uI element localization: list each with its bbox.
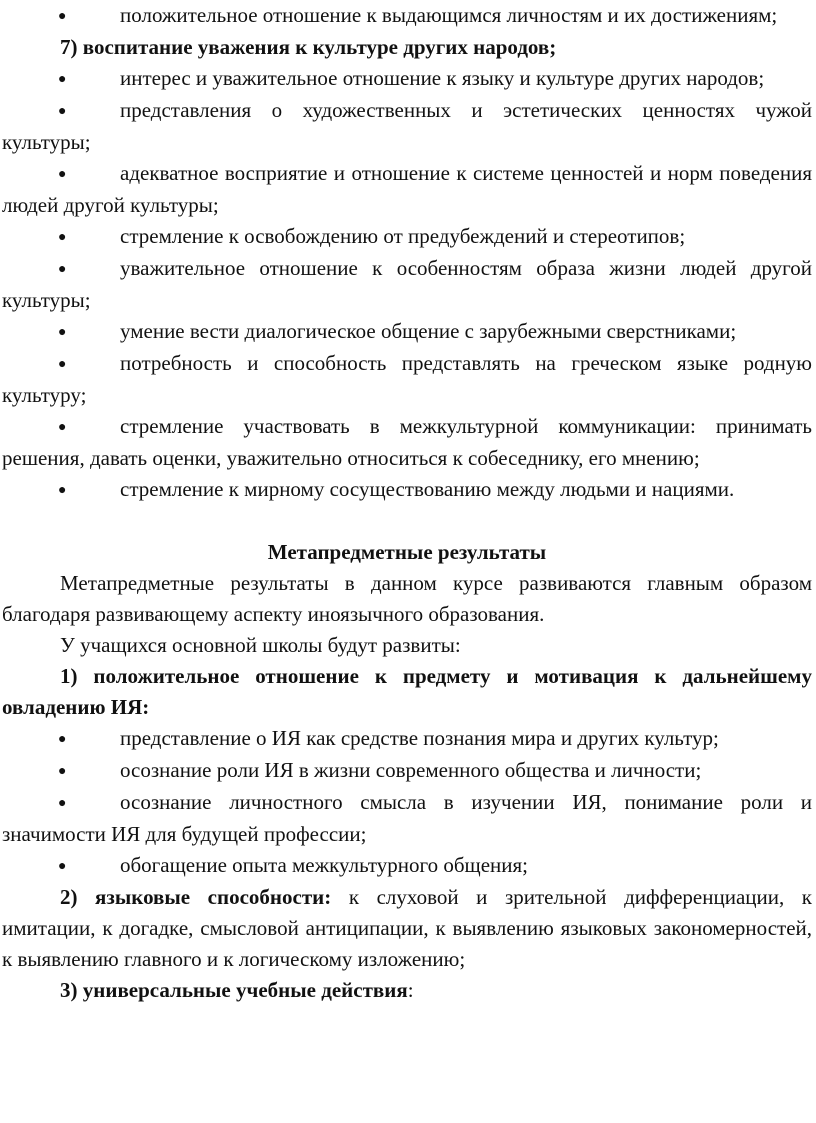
bullet-icon: ● (58, 732, 67, 747)
bullet-icon: ● (58, 72, 67, 87)
list-item: ● адекватное восприятие и отношение к системе ценностей и норм поведения людей другой культуры; (2, 161, 812, 217)
section-heading-1: 1) положительное отношение к предмету и мотивация к дальнейшему овладению ИЯ: (2, 664, 812, 719)
list-item: ● стремление к освобождению от предубеждений и стереотипов; (2, 221, 812, 253)
list-item: ● потребность и способность представлять на греческом языке родную культуру; (2, 351, 812, 407)
bullet-icon: ● (58, 357, 67, 372)
bullet-icon: ● (58, 483, 67, 498)
list-item: ● обогащение опыта межкультурного общения; (2, 850, 812, 882)
paragraph: У учащихся основной школы будут развиты: (60, 633, 461, 657)
paragraph: Метапредметные результаты в данном курсе развиваются главным образом благодаря развивающему аспекту иноязычного образования. (2, 571, 812, 626)
section-heading-2: 2) языковые способности: к слуховой и зрительной дифференциации, к имитации, к догадке, смысловой антиципации, к выявлению языковых закономерностей, к выявлению главного и к логическому изложению; (2, 885, 812, 971)
list-item: ● интерес и уважительное отношение к языку и культуре других народов; (2, 63, 812, 95)
bullet-icon: ● (58, 859, 67, 874)
list-item: ● умение вести диалогическое общение с зарубежными сверстниками; (2, 316, 812, 348)
spacer (2, 506, 812, 537)
section-heading-3: 3) универсальные учебные действия: (60, 978, 414, 1002)
section-heading-7: 7) воспитание уважения к культуре других народов; (60, 35, 557, 59)
list-item: ● положительное отношение к выдающимся личностям и их достижениям; (2, 0, 812, 32)
bullet-icon: ● (58, 420, 67, 435)
list-item: ● уважительное отношение к особенностям образа жизни людей другой культуры; (2, 256, 812, 312)
list-item: ● осознание роли ИЯ в жизни современного общества и личности; (2, 755, 812, 787)
list-item: ● осознание личностного смысла в изучении ИЯ, понимание роли и значимости ИЯ для будущей профессии; (2, 790, 812, 846)
section-title-meta: Метапредметные результаты (267, 540, 547, 564)
bullet-icon: ● (58, 262, 67, 277)
list-item: ● стремление участвовать в межкультурной коммуникации: принимать решения, давать оценки, уважительно относиться к собеседнику, его мнению; (2, 414, 812, 470)
bullet-icon: ● (58, 764, 67, 779)
bullet-icon: ● (58, 325, 67, 340)
bullet-icon: ● (58, 9, 67, 24)
bullet-icon: ● (58, 230, 67, 245)
bullet-icon: ● (58, 104, 67, 119)
bullet-icon: ● (58, 796, 67, 811)
list-item: ● стремление к мирному сосуществованию между людьми и нациями. (2, 474, 812, 506)
list-item: ● представления о художественных и эстетических ценностях чужой культуры; (2, 98, 812, 154)
list-item: ● представление о ИЯ как средстве познания мира и других культур; (2, 723, 812, 755)
bullet-icon: ● (58, 167, 67, 182)
